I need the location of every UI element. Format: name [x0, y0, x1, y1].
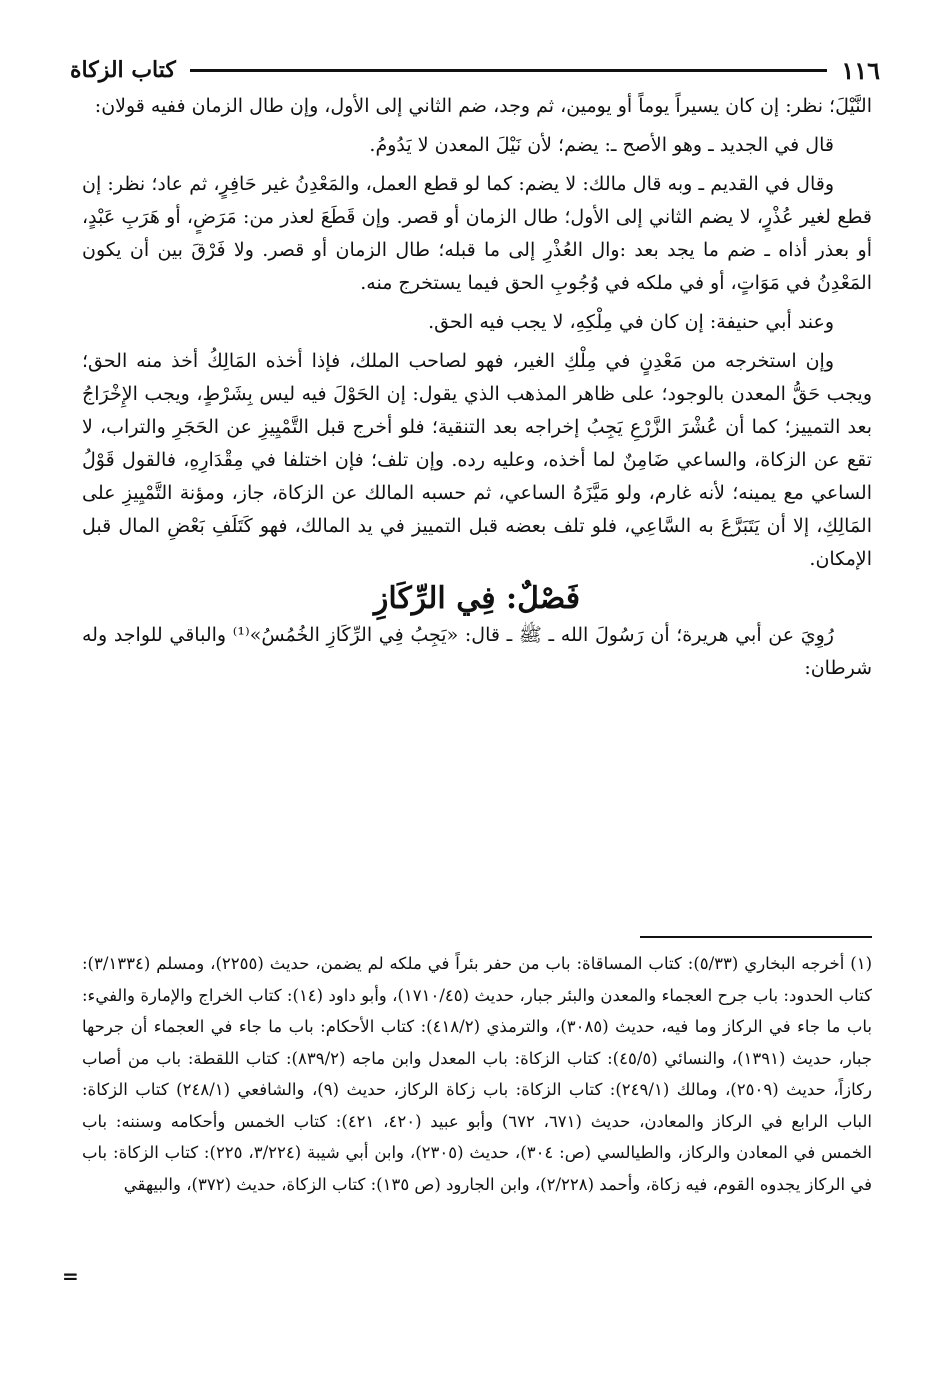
footnotes	[82, 948, 872, 1206]
running-title: كتاب الزكاة	[70, 57, 176, 83]
footnote-separator	[640, 936, 872, 938]
paragraph: النَّيْلَ؛ نظر: إن كان يسيراً يوماً أو يومين، ثم وجد، ضم الثاني إلى الأول، وإن طال الزمان ففيه قولان:	[94, 95, 872, 117]
continuation-mark: =	[62, 1264, 79, 1288]
page-header	[70, 50, 880, 90]
paragraph: قال في الجديد ـ وهو الأصح ـ: يضم؛ لأن نَيْلَ المعدن لا يَدُومُ.	[369, 134, 834, 156]
paragraph: وقال في القديم ـ وبه قال مالك: لا يضم: كما لو قطع العمل، والمَعْدِنُ غير حَافِرٍ، ثم عاد؛ نظر: إن قطع لغير عُذْرٍ، لا يضم الثاني إلى الأول؛ طال الزمان أو قصر. وإن قَطَعَ لعذر من: مَرَضٍ، أو هَرَبِ عَبْدٍ، أو بعذر أذاه ـ ضم ما يجد بعد :وال العُذْرِ إلى ما قبله؛ طال الزمان أو قصر. ولا فَرْقَ بين أن يكون المَعْدِنُ في مَوَاتٍ، أو في ملكه في وُجُوبِ الحق فيما يستخرج منه.	[82, 173, 872, 294]
paragraph: وإن استخرجه من مَعْدِنٍ في مِلْكِ الغير، فهو لصاحب الملك، فإذا أخذه المَالِكُ أخذ منه الحق؛ ويجب حَقُّ المعدن بالوجود؛ على ظاهر المذهب الذي يقول: إن الحَوْلَ فيه ليس بِشَرْطٍ، ويجب الإِخْرَاجُ بعد التمييز؛ كما أن عُشْرَ الزَّرْعِ يَجِبُ إخراجه بعد التنقية؛ فلو أخرج قبل التَّمْيِيزِ عن الحَجَرِ والتراب، لا تقع عن الزكاة، والساعي ضَامِنٌ لما أخذه، وعليه رده. وإن تلف؛ فإن اختلفا في مِقْدَارِهِ، فالقول قَوْلُ الساعي مع يمينه؛ لأنه غارم، ولو مَيَّزَهُ الساعي، ثم حسبه المالك عن الزكاة، جاز، ومؤنة التَّمْيِيزِ على المَالِكِ، إلا أن يَتَبَرَّعَ به السَّاعِي، فلو تلف بعضه قبل التمييز في يد المالك، فهو كَتَلَفِ بَعْضِ المال قبل الإمكان.	[82, 350, 872, 570]
page-number: ١١٦	[841, 55, 880, 85]
section-heading: فَصْلٌ: فِي الرِّكَازِ	[373, 581, 581, 616]
footnote-1: (١) أخرجه البخاري (٥/٣٣): كتاب المساقاة: باب من حفر بئراً في ملكه لم يضمن، حديث (٢٢٥٥)، ومسلم (٣/١٣٣٤): كتاب الحدود: باب جرح العجماء والمعدن والبئر جبار، حديث (١٧١٠/٤٥)، وأبو داود (١٤): كتاب الخراج والإمارة والفيء: باب ما جاء في الركاز وما فيه، حديث (٣٠٨٥)، والترمذي (٤١٨/٢): كتاب الأحكام: باب ما جاء في العجماء أن جرحها جبار، حديث (١٣٩١)، والنسائي (٤٥/٥): كتاب الزكاة: باب المعدل وابن ماجه (٨٣٩/٢): كتاب اللقطة: باب من أصاب ركازاً، حديث (٢٥٠٩)، ومالك (٢٤٩/١): كتاب الزكاة: باب زكاة الركاز، حديث (٩)، والشافعي (٢٤٨/١) كتاب الزكاة: الباب الرابع في الركاز والمعادن، حديث (٦٧١، ٦٧٢) وأبو عبيد (٤٢٠، ٤٢١): كتاب الخمس وأحكامه وسننه: باب الخمس في المعادن والركاز، والطيالسي (ص: ٣٠٤)، حديث (٢٣٠٥)، وابن أبي شيبة (٣/٢٢٤، ٢٢٥): كتاب الزكاة: باب في الركاز يجدوه القوم، فيه زكاة، وأحمد (٢/٢٢٨)، وابن الجارود (ص ١٣٥): كتاب الزكاة، حديث (٣٧٢)، والبيهقي	[82, 954, 873, 1194]
main-text	[82, 90, 872, 691]
hadith-paragraph: رُوِيَ عن أبي هريرة؛ أن رَسُولَ الله ـ ﷺ ـ قال: «يَجِبُ فِي الرِّكَازِ الخُمُسُ»⁽¹⁾ والباقي للواجد وله شرطان:	[82, 624, 872, 679]
paragraph: وعند أبي حنيفة: إن كان في مِلْكِهِ، لا يجب فيه الحق.	[428, 311, 834, 333]
header-rule	[190, 69, 827, 72]
